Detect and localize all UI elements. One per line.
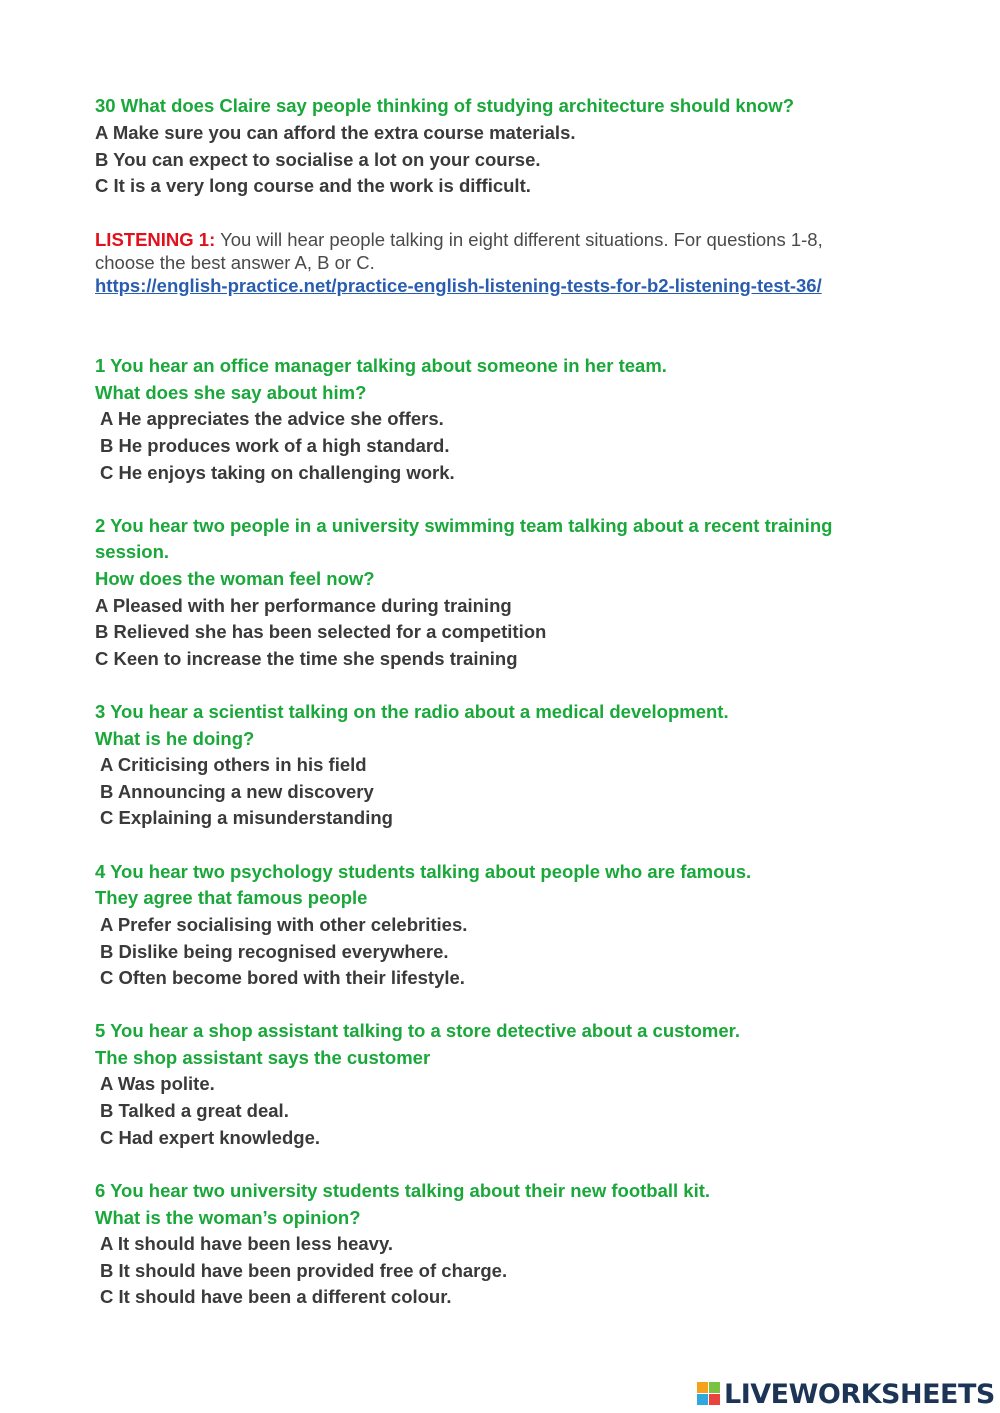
question-30-option-a: A Make sure you can afford the extra course materials. bbox=[95, 122, 576, 143]
listening-instructions-line2: choose the best answer A, B or C. bbox=[95, 252, 375, 273]
question-5-stem: 5 You hear a shop assistant talking to a store detective about a customer. bbox=[95, 1020, 740, 1041]
question-30: 30 What does Claire say people thinking of studying architecture should know? bbox=[95, 95, 794, 116]
question-1-stem: 1 You hear an office manager talking about someone in her team. bbox=[95, 355, 667, 376]
question-6-option-a: A It should have been less heavy. bbox=[100, 1233, 394, 1254]
question-2-option-a: A Pleased with her performance during training bbox=[95, 595, 512, 616]
question-2-stem-cont: session. bbox=[95, 541, 170, 562]
question-1-prompt: What does she say about him? bbox=[95, 382, 367, 403]
question-6-stem: 6 You hear two university students talking about their new football kit. bbox=[95, 1180, 711, 1201]
question-30-option-b: B You can expect to socialise a lot on your course. bbox=[95, 149, 541, 170]
question-3-option-b: B Announcing a new discovery bbox=[100, 781, 374, 802]
question-4-option-b: B Dislike being recognised everywhere. bbox=[100, 941, 449, 962]
listening-intro bbox=[95, 228, 980, 252]
question-4-option-a: A Prefer socialising with other celebrities. bbox=[100, 914, 468, 935]
question-3-prompt: What is he doing? bbox=[95, 728, 255, 749]
question-1-option-a: A He appreciates the advice she offers. bbox=[100, 408, 444, 429]
question-2-option-b: B Relieved she has been selected for a competition bbox=[95, 621, 547, 642]
listening-label: LISTENING 1: bbox=[95, 229, 216, 250]
liveworksheets-logo bbox=[697, 1378, 995, 1410]
listening-instructions-line1: You will hear people talking in eight different situations. For questions 1-8, bbox=[215, 229, 823, 250]
question-5-option-c: C Had expert knowledge. bbox=[100, 1127, 320, 1148]
liveworksheets-logo-icon bbox=[697, 1382, 721, 1406]
listening-test-link[interactable]: https://english-practice.net/practice-english-listening-tests-for-b2-listening-test-36/ bbox=[95, 275, 822, 296]
question-6-option-b: B It should have been provided free of charge. bbox=[100, 1260, 508, 1281]
liveworksheets-logo-text: LIVEWORKSHEETS bbox=[724, 1378, 995, 1410]
question-3-option-a: A Criticising others in his field bbox=[100, 754, 367, 775]
question-4-prompt: They agree that famous people bbox=[95, 887, 368, 908]
question-1-option-c: C He enjoys taking on challenging work. bbox=[100, 462, 455, 483]
question-3-option-c: C Explaining a misunderstanding bbox=[100, 807, 393, 828]
question-5-prompt: The shop assistant says the customer bbox=[95, 1047, 431, 1068]
question-6-prompt: What is the woman’s opinion? bbox=[95, 1207, 361, 1228]
question-4-stem: 4 You hear two psychology students talking about people who are famous. bbox=[95, 861, 752, 882]
question-6-option-c: C It should have been a different colour. bbox=[100, 1286, 452, 1307]
question-5-option-b: B Talked a great deal. bbox=[100, 1100, 289, 1121]
question-30-option-c: C It is a very long course and the work is difficult. bbox=[95, 175, 531, 196]
question-4-option-c: C Often become bored with their lifestyle. bbox=[100, 967, 465, 988]
question-2-prompt: How does the woman feel now? bbox=[95, 568, 375, 589]
question-3-stem: 3 You hear a scientist talking on the radio about a medical development. bbox=[95, 701, 729, 722]
question-2-option-c: C Keen to increase the time she spends training bbox=[95, 648, 518, 669]
question-2-stem: 2 You hear two people in a university swimming team talking about a recent training bbox=[95, 515, 833, 536]
question-5-option-a: A Was polite. bbox=[100, 1073, 215, 1094]
question-1-option-b: B He produces work of a high standard. bbox=[100, 435, 450, 456]
